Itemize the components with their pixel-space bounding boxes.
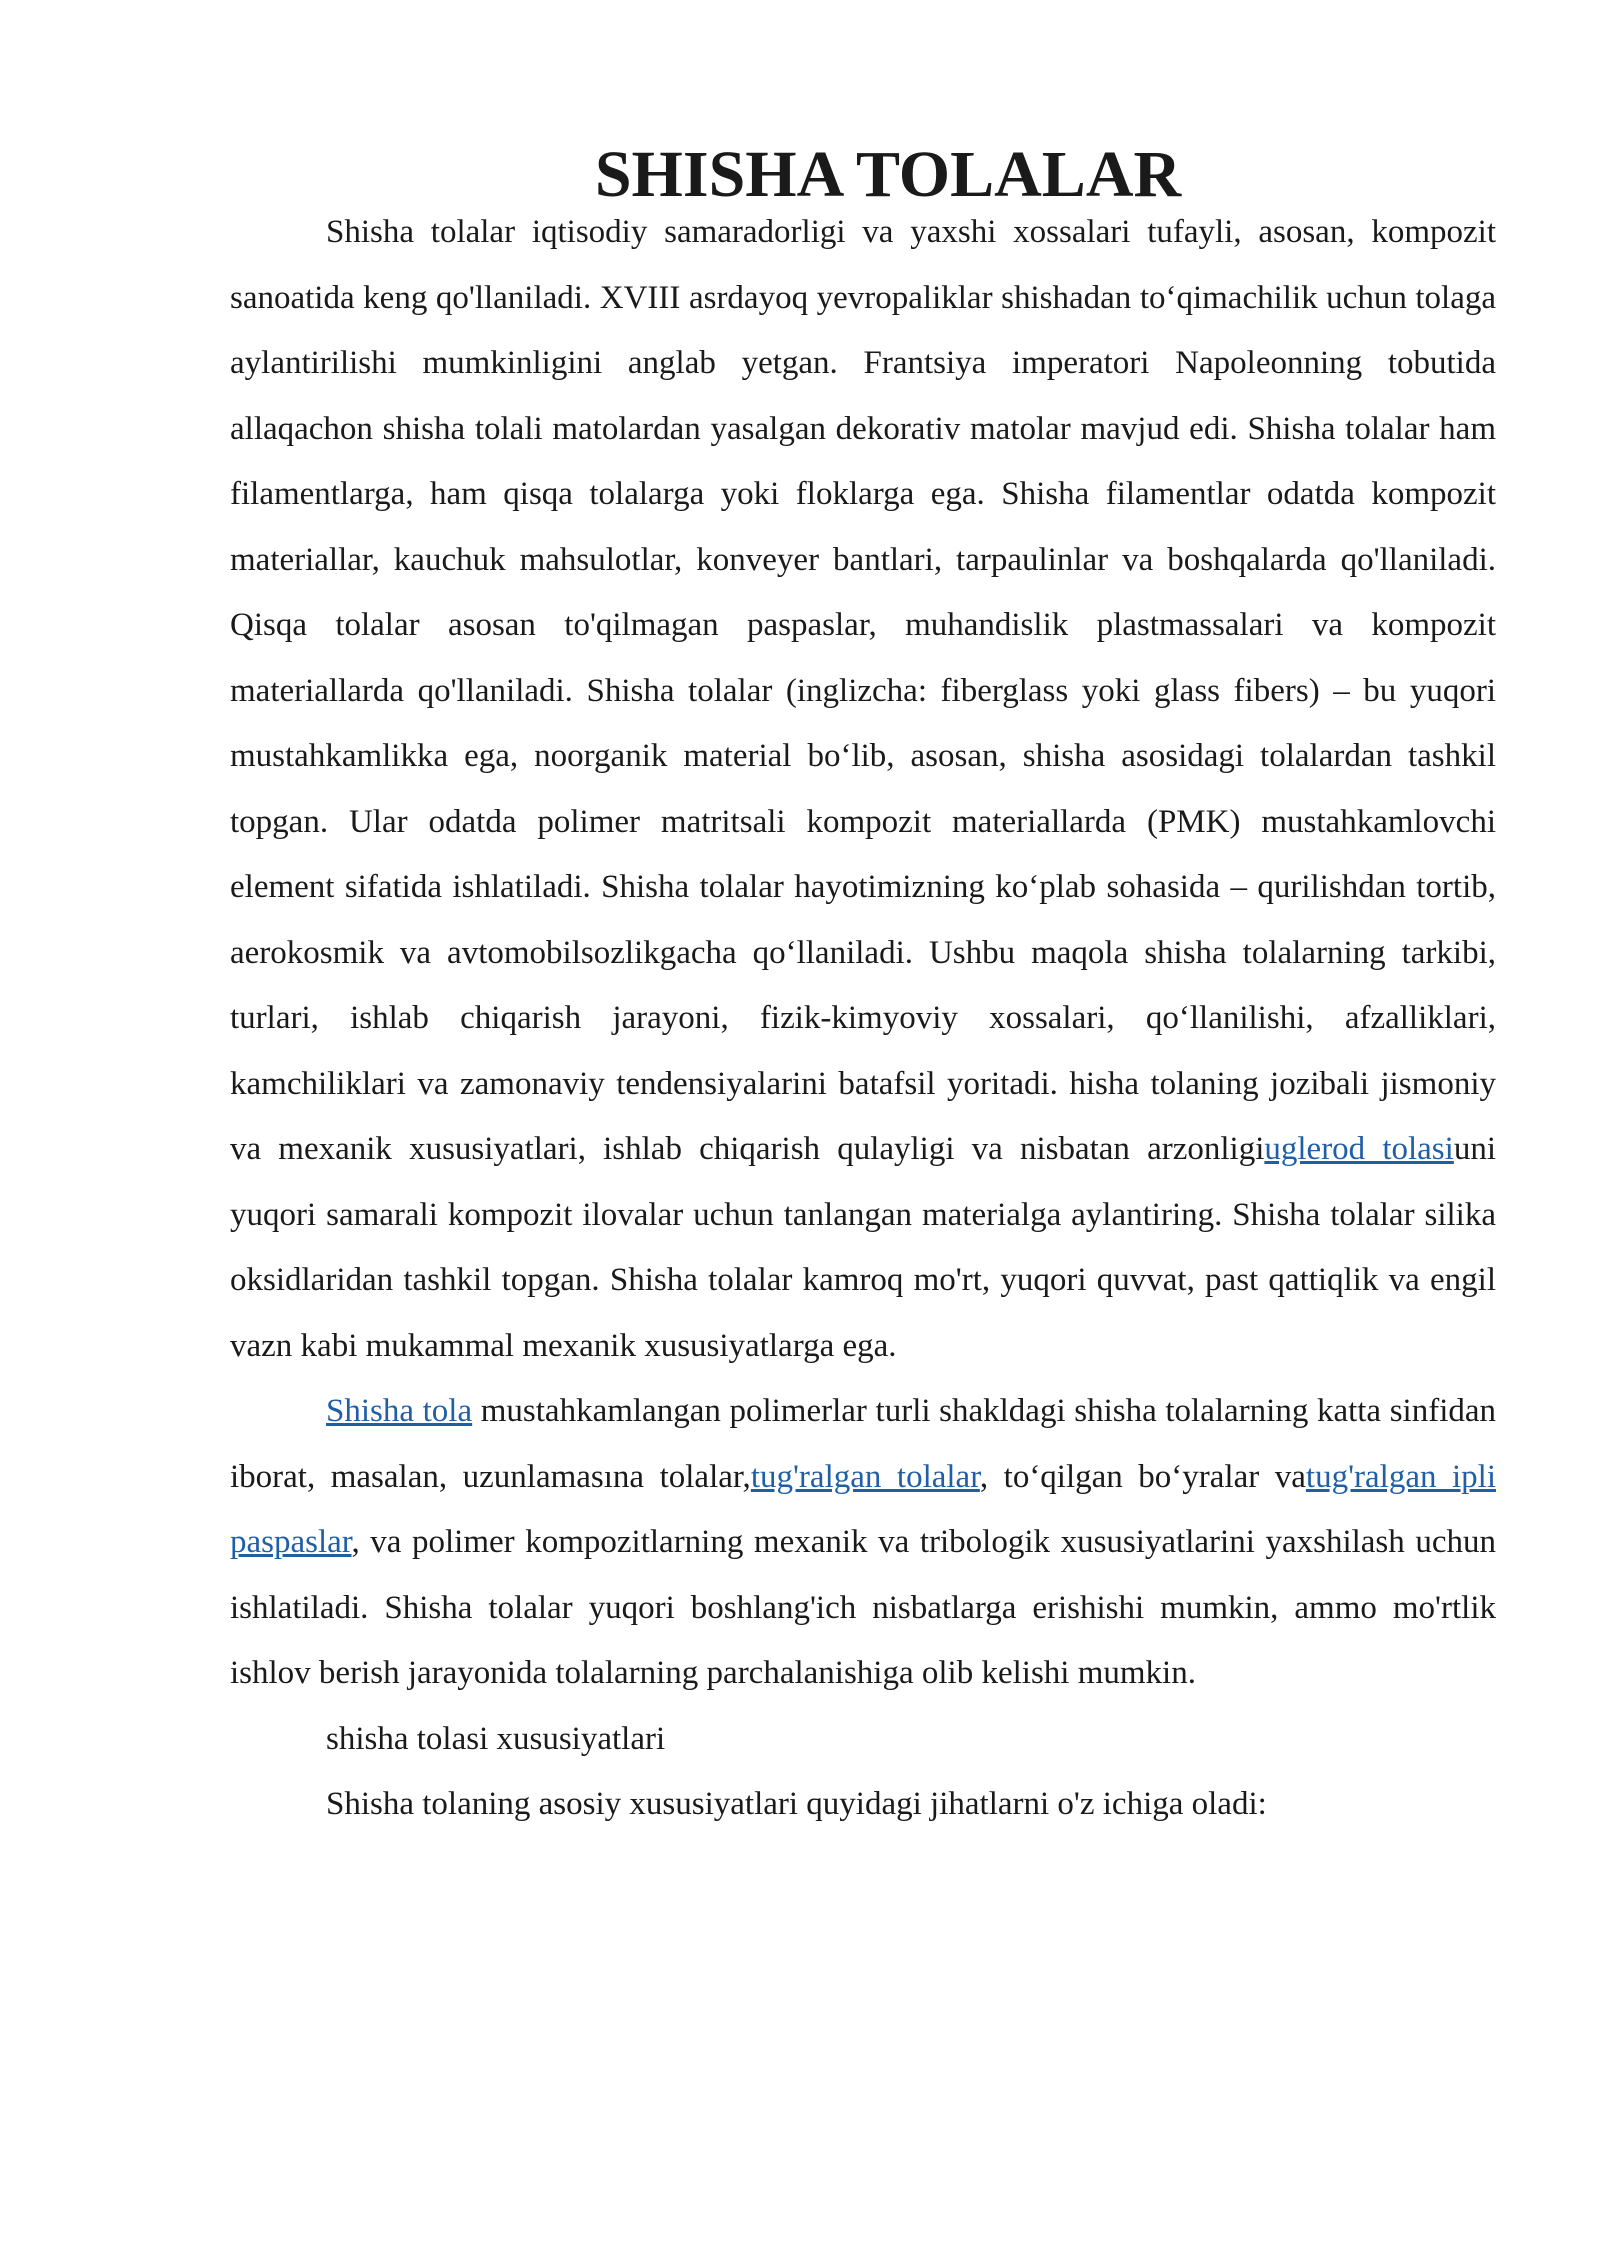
paragraph-reinforced-text-c: , va polimer kompozitlarning mexanik va tribologik xususiyatlarini yaxshilash uchun ishlatiladi. Shisha tolalar yuqori boshlang'ich nisbatlarga erishishi mumkin, ammo mo'rtlik ishlov berish jarayonida tolalarning parchalanishiga olib kelishi mumkin. bbox=[230, 1524, 1496, 1691]
paragraph-properties-intro: Shisha tolaning asosiy xususiyatlari quyidagi jihatlarni o'z ichiga oladi: bbox=[326, 1786, 1267, 1822]
link-uglerod-tolasi[interactable]: uglerod tolasi bbox=[1264, 1131, 1454, 1167]
paragraph-reinforced-polymers bbox=[230, 1379, 1496, 1707]
paragraph-intro-text-b: uni yuqori samarali kompozit ilovalar uchun tanlangan materialga aylantiring. Shisha tolalar silika oksidlaridan tashkil topgan. Shisha tolalar kamroq mo'rt, yuqori quvvat, past qattiqlik va engil vazn kabi mukammal mexanik xususiyatlarga ega. bbox=[230, 1131, 1496, 1364]
paragraph-intro-text-a: Shisha tolalar iqtisodiy samaradorligi va yaxshi xossalari tufayli, asosan, kompozit sanoatida keng qo'llaniladi. XVIII asrdayoq yevropaliklar shishadan to‘qimachilik uchun tolaga aylantirilishi mumkinligini anglab yetgan. Frantsiya imperatori Napoleonning tobutida allaqachon shisha tolali matolardan yasalgan dekorativ matolar mavjud edi. Shisha tolalar ham filamentlarga, ham qisqa tolalarga yoki floklarga ega. Shisha filamentlar odatda kompozit materiallar, kauchuk mahsulotlar, konveyer bantlari, tarpaulinlar va boshqalarda qo'llaniladi. Qisqa tolalar asosan to'qilmagan paspaslar, muhandislik plastmassalari va kompozit materiallarda qo'llaniladi. Shisha tolalar (inglizcha: fiberglass yoki glass fibers) – bu yuqori mustahkamlikka ega, noorganik material bo‘lib, asosan, shisha asosidagi tolalardan tashkil topgan. Ular odatda polimer matritsali kompozit materiallarda (PMK) mustahkamlovchi element sifatida ishlatiladi. Shisha tolalar hayotimizning ko‘plab sohasida – qurilishdan tortib, aerokosmik va avtomobilsozlikgacha qo‘llaniladi. Ushbu maqola shisha tolalarning tarkibi, turlari, ishlab chiqarish jarayoni, fizik-kimyoviy xossalari, qo‘llanilishi, afzalliklari, kamchiliklari va zamonaviy tendensiyalarini batafsil yoritadi. hisha tolaning jozibali jismoniy va mexanik xususiyatlari, ishlab chiqarish qulayligi va nisbatan arzonligi bbox=[230, 214, 1496, 1167]
document-page bbox=[230, 138, 1497, 1838]
paragraph-reinforced-text-a: mustahkamlangan polimerlar turli shakldagi shisha tolalarning katta sinfidan iborat, masalan, uzunlamasına tolalar, bbox=[230, 1393, 1497, 1495]
section-heading-properties: shisha tolasi xususiyatlari bbox=[326, 1720, 666, 1757]
link-chopped-fibers[interactable]: tug'ralgan tolalar bbox=[750, 1458, 980, 1495]
link-chopped-strand-mats[interactable]: tug'ralgan ipli paspaslar bbox=[230, 1458, 1496, 1560]
paragraph-reinforced-text-b: , to‘qilgan bo‘yralar va bbox=[979, 1458, 1306, 1495]
document-title: SHISHA TOLALAR bbox=[594, 138, 1182, 211]
link-shisha-tola[interactable]: Shisha tola bbox=[326, 1393, 473, 1429]
paragraph-intro bbox=[230, 200, 1496, 1379]
